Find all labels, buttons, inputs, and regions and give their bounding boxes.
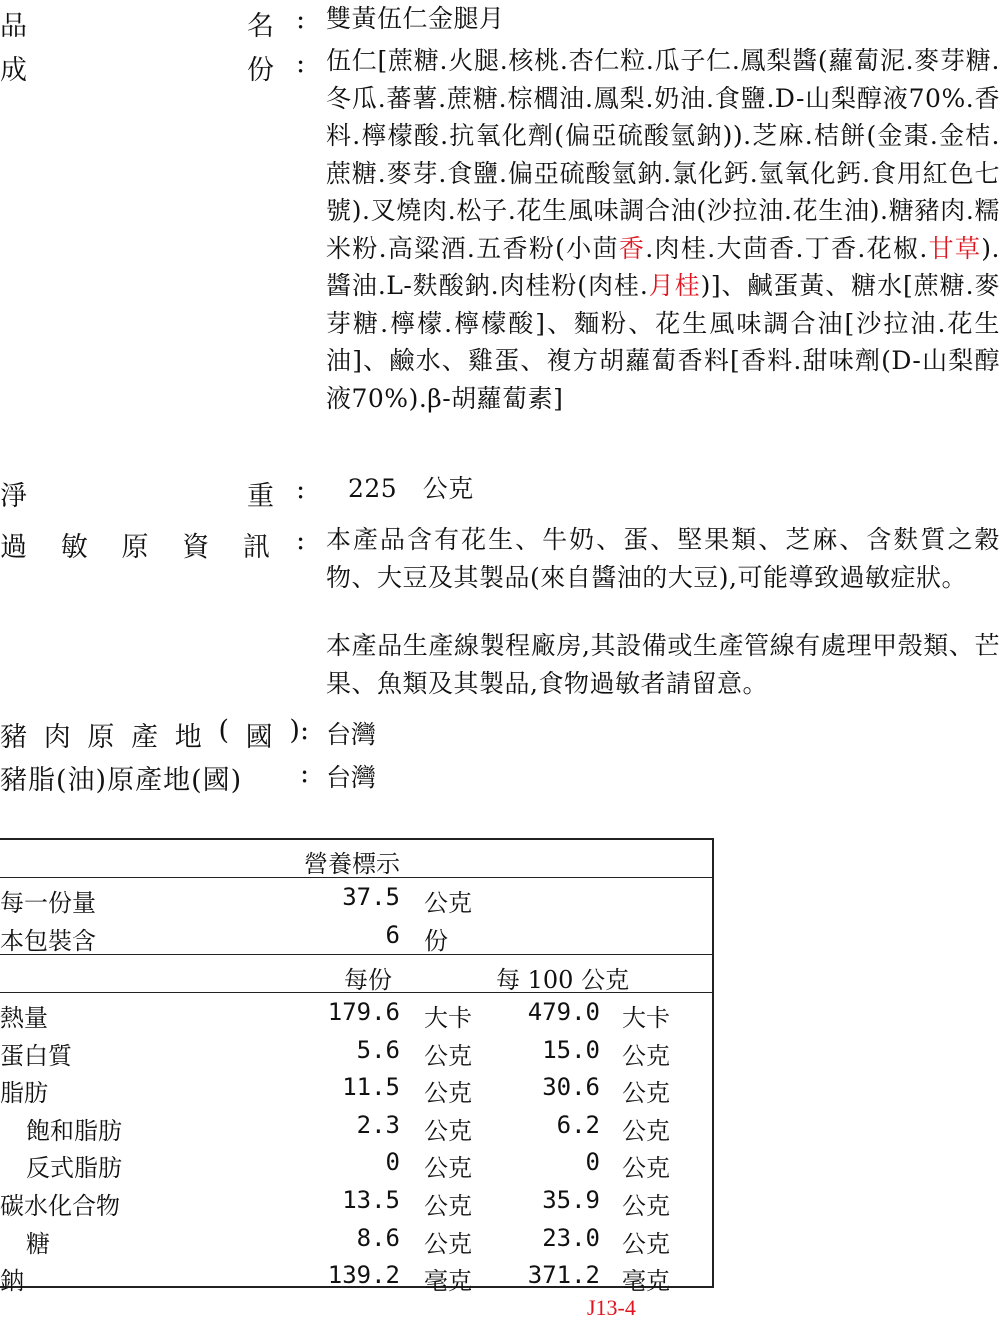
- highlighted-ingredient: 月桂: [648, 271, 701, 300]
- label-char: 淨: [0, 481, 27, 512]
- ingredient-text: .肉桂.大茴香.丁香.花椒.: [645, 233, 928, 263]
- col-per-serving: 每份: [344, 966, 392, 994]
- label-char: ): [289, 715, 300, 746]
- per-100g-unit: 公克: [622, 1154, 670, 1183]
- label-char: 敏: [60, 532, 88, 563]
- per-serving-unit: 公克: [424, 1041, 472, 1070]
- per-serving-value: 179.6: [327, 998, 400, 1026]
- nutrient-name: 熱量: [0, 1004, 48, 1032]
- per-serving-unit: 公克: [424, 1079, 472, 1108]
- nutrient-name: 糖: [26, 1229, 50, 1258]
- serving-unit: 公克: [424, 889, 472, 917]
- column-header-row: [0, 956, 712, 993]
- col-per-100g: 每 100 公克: [496, 966, 630, 994]
- per-serving-unit: 公克: [424, 1192, 472, 1220]
- label-char: 資: [182, 532, 210, 563]
- per-serving-value: 13.5: [342, 1186, 400, 1214]
- per-serving-value: 2.3: [356, 1110, 400, 1139]
- per-100g-unit: 公克: [622, 1041, 670, 1070]
- per-100g-unit: 大卡: [622, 1004, 670, 1032]
- per-serving-value: 0: [385, 1148, 400, 1177]
- per-100g-value: 30.6: [542, 1073, 600, 1102]
- label-char: 原: [121, 532, 149, 563]
- ingredient-text: ).醬油.L-麩酸鈉.肉桂粉(肉桂.: [326, 233, 1000, 300]
- nutrient-row: [0, 1107, 712, 1144]
- table-divider: [0, 954, 712, 955]
- nutrient-row: [0, 1257, 712, 1294]
- label-char: 原: [87, 722, 115, 753]
- ingredients-label: [0, 48, 300, 87]
- pork-origin-label: [0, 715, 300, 754]
- per-100g-unit: 公克: [622, 1192, 670, 1220]
- allergen-paragraph-1: 本產品含有花生、牛奶、蛋、堅果類、芝麻、含麩質之穀物、大豆及其製品(來自醬油的大豆),可能導致過敏症狀。: [326, 525, 1000, 592]
- lard-origin-value: 台灣: [326, 763, 377, 792]
- per-100g-unit: 公克: [622, 1116, 670, 1145]
- nutrient-row: [0, 1032, 712, 1069]
- net-weight-label: [0, 474, 300, 513]
- label-char: 名: [247, 11, 274, 42]
- nutrient-name: 蛋白質: [0, 1041, 72, 1070]
- nutrient-row: [0, 1069, 712, 1106]
- highlighted-ingredient: 香: [618, 233, 646, 263]
- serving-value: 37.5: [342, 883, 400, 911]
- nutrient-name: 碳水化合物: [0, 1192, 120, 1220]
- highlighted-ingredient: 甘草: [927, 233, 982, 263]
- pack-value: 6: [385, 921, 400, 949]
- per-serving-unit: 公克: [424, 1116, 472, 1145]
- colon: :: [300, 758, 310, 789]
- pack-row: [0, 917, 712, 954]
- label-char: (: [218, 715, 229, 746]
- per-serving-value: 8.6: [356, 1223, 400, 1252]
- label-char: 過: [0, 532, 27, 563]
- allergen-paragraph-2: 本產品生產線製程廠房,其設備或生產管線有處理甲殼類、芒果、魚類及其製品,食物過敏者請留意。: [326, 631, 1000, 698]
- per-100g-value: 0: [585, 1148, 600, 1177]
- per-100g-value: 479.0: [527, 998, 600, 1026]
- table-divider: [0, 992, 712, 993]
- label-char: 重: [247, 481, 274, 512]
- nutrition-title: 營養標示: [304, 850, 400, 878]
- lard-origin-label: [0, 758, 300, 797]
- ingredients-text: [326, 42, 1000, 417]
- nutrient-row: [0, 994, 712, 1031]
- label-char: 品: [0, 11, 27, 42]
- label-char: 肉: [43, 722, 71, 753]
- label-char: 國: [245, 722, 273, 753]
- serving-row: [0, 879, 712, 916]
- per-serving-unit: 公克: [424, 1154, 472, 1183]
- per-serving-unit: 毫克: [424, 1267, 472, 1296]
- colon: :: [296, 474, 306, 505]
- per-100g-unit: 公克: [622, 1079, 670, 1108]
- label-char: 地: [174, 722, 202, 753]
- per-serving-value: 139.2: [327, 1261, 400, 1290]
- colon: :: [296, 525, 306, 556]
- colon: :: [296, 48, 306, 79]
- label-char: 訊: [243, 532, 270, 563]
- nutrient-name: 鈉: [0, 1267, 24, 1296]
- per-serving-unit: 公克: [424, 1229, 472, 1258]
- per-100g-value: 6.2: [556, 1110, 600, 1139]
- ingredient-text: )]、鹹蛋黃、糖水[蔗糖.麥芽糖.檸檬.檸檬酸]、麵粉、花生風味調合油[沙拉油.花生油]、鹼水、雞蛋、複方胡蘿蔔香料[香料.甜味劑(D-山梨醇液70%).β-胡蘿蔔素]: [326, 271, 1000, 413]
- per-serving-value: 5.6: [356, 1035, 400, 1064]
- label-text: 豬脂(油)原產地(國): [0, 765, 243, 796]
- per-100g-value: 23.0: [542, 1223, 600, 1252]
- nutrition-title-row: [0, 840, 712, 877]
- nutrient-row: [0, 1182, 712, 1219]
- label-char: 份: [247, 55, 274, 86]
- per-100g-unit: 公克: [622, 1229, 670, 1258]
- per-serving-unit: 大卡: [424, 1004, 472, 1032]
- allergen-label: [0, 525, 270, 564]
- pork-origin-value: 台灣: [326, 720, 377, 749]
- pack-label: 本包裝含: [0, 927, 96, 955]
- table-divider: [0, 877, 712, 878]
- per-serving-value: 11.5: [342, 1073, 400, 1102]
- colon: :: [296, 4, 306, 35]
- product-name-label: [0, 4, 300, 43]
- nutrient-name: 飽和脂肪: [26, 1116, 122, 1145]
- serving-label: 每一份量: [0, 889, 96, 917]
- code-mark: J13-4: [587, 1295, 636, 1320]
- nutrient-row: [0, 1220, 712, 1257]
- product-name-value: 雙黃伍仁金腿月: [326, 4, 505, 33]
- pack-unit: 份: [424, 927, 448, 955]
- label-char: 產: [131, 722, 159, 753]
- label-char: 豬: [0, 722, 27, 753]
- net-weight-value: 225 公克: [348, 474, 474, 503]
- per-100g-unit: 毫克: [622, 1267, 670, 1296]
- nutrient-row: [0, 1144, 712, 1181]
- nutrient-name: 脂肪: [0, 1079, 48, 1108]
- nutrition-table: [0, 838, 714, 1296]
- per-100g-value: 371.2: [527, 1261, 600, 1290]
- ingredient-text: 伍仁[蔗糖.火腿.核桃.杏仁粒.瓜子仁.鳳梨醬(蘿蔔泥.麥芽糖.冬瓜.蕃薯.蔗糖.棕櫚油.鳳梨.奶油.食鹽.D-山梨醇液70%.香料.檸檬酸.抗氧化劑(偏亞硫酸氫鈉)).芝麻.桔餅(金棗.金桔.蔗糖.麥芽.食鹽.偏亞硫酸氫鈉.氯化鈣.氫氧化鈣.食用紅色七號).叉燒肉.松子.花生風味調合油(沙拉油.花生油).糖豬肉.糯米粉.高粱酒.五香粉(小茴: [326, 46, 1000, 263]
- label-char: 成: [0, 55, 27, 86]
- colon: :: [300, 715, 310, 746]
- nutrient-name: 反式脂肪: [26, 1154, 122, 1183]
- per-100g-value: 35.9: [542, 1186, 600, 1214]
- per-100g-value: 15.0: [542, 1035, 600, 1064]
